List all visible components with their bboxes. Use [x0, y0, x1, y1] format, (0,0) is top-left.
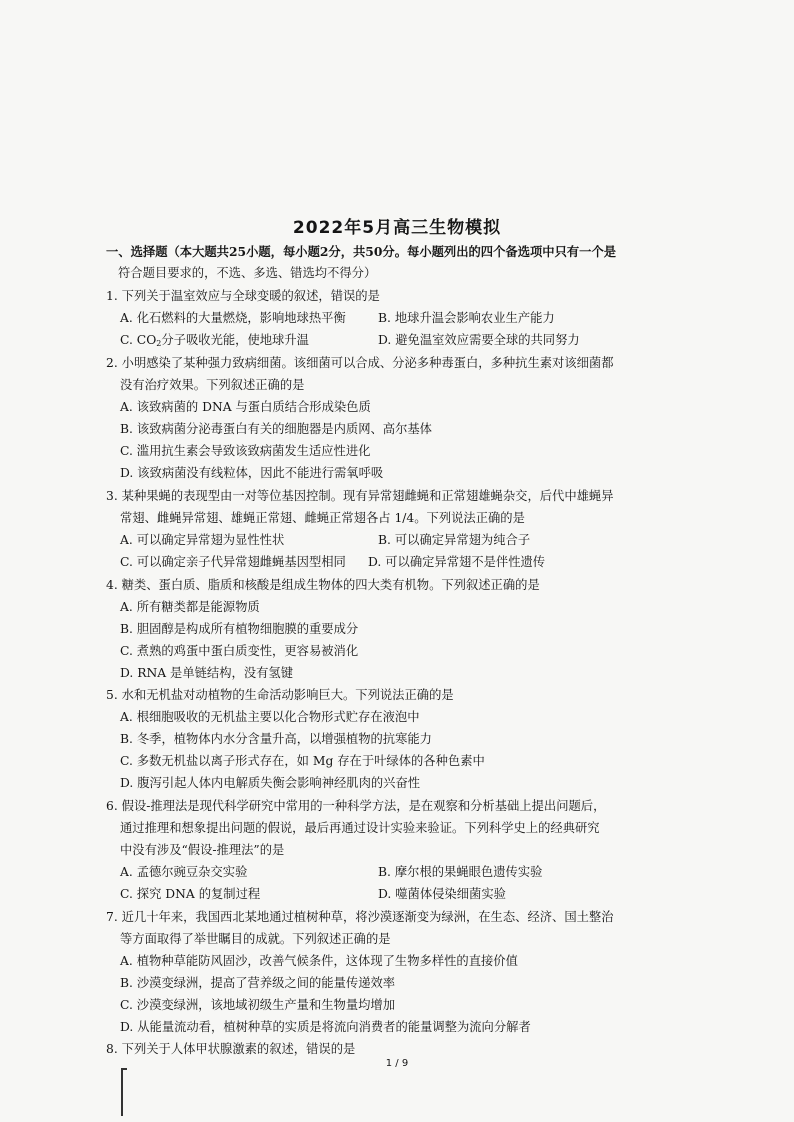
page-number: 1 / 9	[385, 1058, 409, 1069]
q4-stem: 4. 糖类、蛋白质、脂质和核酸是组成生物体的四大类有机物。下列叙述正确的是	[106, 578, 540, 592]
q1-option-d: D. 避免温室效应需要全球的共同努力	[378, 333, 580, 347]
q5-stem: 5. 水和无机盐对动植物的生命活动影响巨大。下列说法正确的是	[106, 688, 454, 702]
q5-option-a: A. 根细胞吸收的无机盐主要以化合物形式贮存在液泡中	[120, 710, 420, 724]
q2-option-c: C. 滥用抗生素会导致该致病菌发生适应性进化	[120, 444, 371, 458]
q6-option-c: C. 探究 DNA 的复制过程	[120, 887, 261, 901]
q4-option-a: A. 所有糖类都是能源物质	[120, 600, 260, 614]
page-title: 2022年5月高三生物模拟	[292, 218, 502, 238]
section-header-line1: 一、选择题（本大题共25小题，每小题2分，共50分。每小题列出的四个备选项中只有一个是	[106, 244, 617, 259]
q6-option-b: B. 摩尔根的果蝇眼色遗传实验	[378, 865, 543, 879]
q7-option-a: A. 植物种草能防风固沙，改善气候条件，这体现了生物多样性的直接价值	[120, 954, 518, 968]
q2-option-d: D. 该致病菌没有线粒体，因此不能进行需氧呼吸	[120, 466, 384, 480]
q3-option-a: A. 可以确定异常翅为显性性状	[120, 533, 285, 547]
q3-stem-line1: 3. 某种果蝇的表现型由一对等位基因控制。现有异常翅雌蝇和正常翅雄蝇杂交，后代中雄蝇异	[106, 489, 614, 503]
q8-stem: 8. 下列关于人体甲状腺激素的叙述，错误的是	[106, 1042, 356, 1056]
binding-margin-tick	[121, 1068, 127, 1070]
q1-option-c-post: 分子吸收光能，使地球升温	[161, 333, 309, 347]
q7-option-c: C. 沙漠变绿洲，该地域初级生产量和生物量均增加	[120, 998, 396, 1012]
q5-option-d: D. 腹泻引起人体内电解质失衡会影响神经肌肉的兴奋性	[120, 776, 421, 790]
q2-option-b: B. 该致病菌分泌毒蛋白有关的细胞器是内质网、高尔基体	[120, 422, 432, 436]
q1-option-c-sub: 2	[156, 339, 162, 348]
q5-option-b: B. 冬季，植物体内水分含量升高，以增强植物的抗寒能力	[120, 732, 432, 746]
q3-option-b: B. 可以确定异常翅为纯合子	[378, 533, 531, 547]
q3-option-c: C. 可以确定亲子代异常翅雌蝇基因型相同	[120, 555, 346, 569]
q2-option-a: A. 该致病菌的 DNA 与蛋白质结合形成染色质	[120, 400, 371, 414]
q5-option-c: C. 多数无机盐以离子形式存在，如 Mg 存在于叶绿体的各种色素中	[120, 754, 485, 768]
q1-stem: 1. 下列关于温室效应与全球变暖的叙述，错误的是	[106, 289, 380, 303]
q2-stem-line2: 没有治疗效果。下列叙述正确的是	[120, 378, 305, 392]
q1-option-c	[120, 332, 309, 352]
q1-option-c-pre: C. CO	[120, 333, 157, 347]
q7-option-b: B. 沙漠变绿洲，提高了营养级之间的能量传递效率	[120, 976, 396, 990]
section-header-line2: 符合题目要求的，不选、多选、错选均不得分）	[118, 266, 377, 280]
q3-option-d: D. 可以确定异常翅不是伴性遗传	[368, 555, 546, 569]
binding-margin-line	[121, 1068, 123, 1116]
q6-option-a: A. 孟德尔豌豆杂交实验	[120, 865, 248, 879]
q1-option-a: A. 化石燃料的大量燃烧，影响地球热平衡	[120, 311, 346, 325]
q2-stem-line1: 2. 小明感染了某种强力致病细菌。该细菌可以合成、分泌多种毒蛋白，多种抗生素对该细菌都	[106, 356, 614, 370]
q6-option-d: D. 噬菌体侵染细菌实验	[378, 887, 506, 901]
q7-stem-line2: 等方面取得了举世瞩目的成就。下列叙述正确的是	[120, 932, 391, 946]
q6-stem-line3: 中没有涉及“假设-推理法”的是	[120, 843, 285, 857]
q3-stem-line2: 常翅、雌蝇异常翅、雄蝇正常翅、雌蝇正常翅各占 1/4。下列说法正确的是	[120, 511, 525, 525]
q7-option-d: D. 从能量流动看，植树种草的实质是将流向消费者的能量调整为流向分解者	[120, 1020, 531, 1034]
q4-option-b: B. 胆固醇是构成所有植物细胞膜的重要成分	[120, 622, 359, 636]
q6-stem-line1: 6. 假设-推理法是现代科学研究中常用的一种科学方法，是在观察和分析基础上提出问题后，	[106, 799, 606, 813]
q1-option-b: B. 地球升温会影响农业生产能力	[378, 311, 555, 325]
q4-option-d: D. RNA 是单链结构，没有氢键	[120, 666, 294, 680]
q6-stem-line2: 通过推理和想象提出问题的假说，最后再通过设计实验来验证。下列科学史上的经典研究	[120, 821, 600, 835]
q4-option-c: C. 煮熟的鸡蛋中蛋白质变性，更容易被消化	[120, 644, 359, 658]
q7-stem-line1: 7. 近几十年来，我国西北某地通过植树种草，将沙漠逐渐变为绿洲，在生态、经济、国土整治	[106, 910, 614, 924]
